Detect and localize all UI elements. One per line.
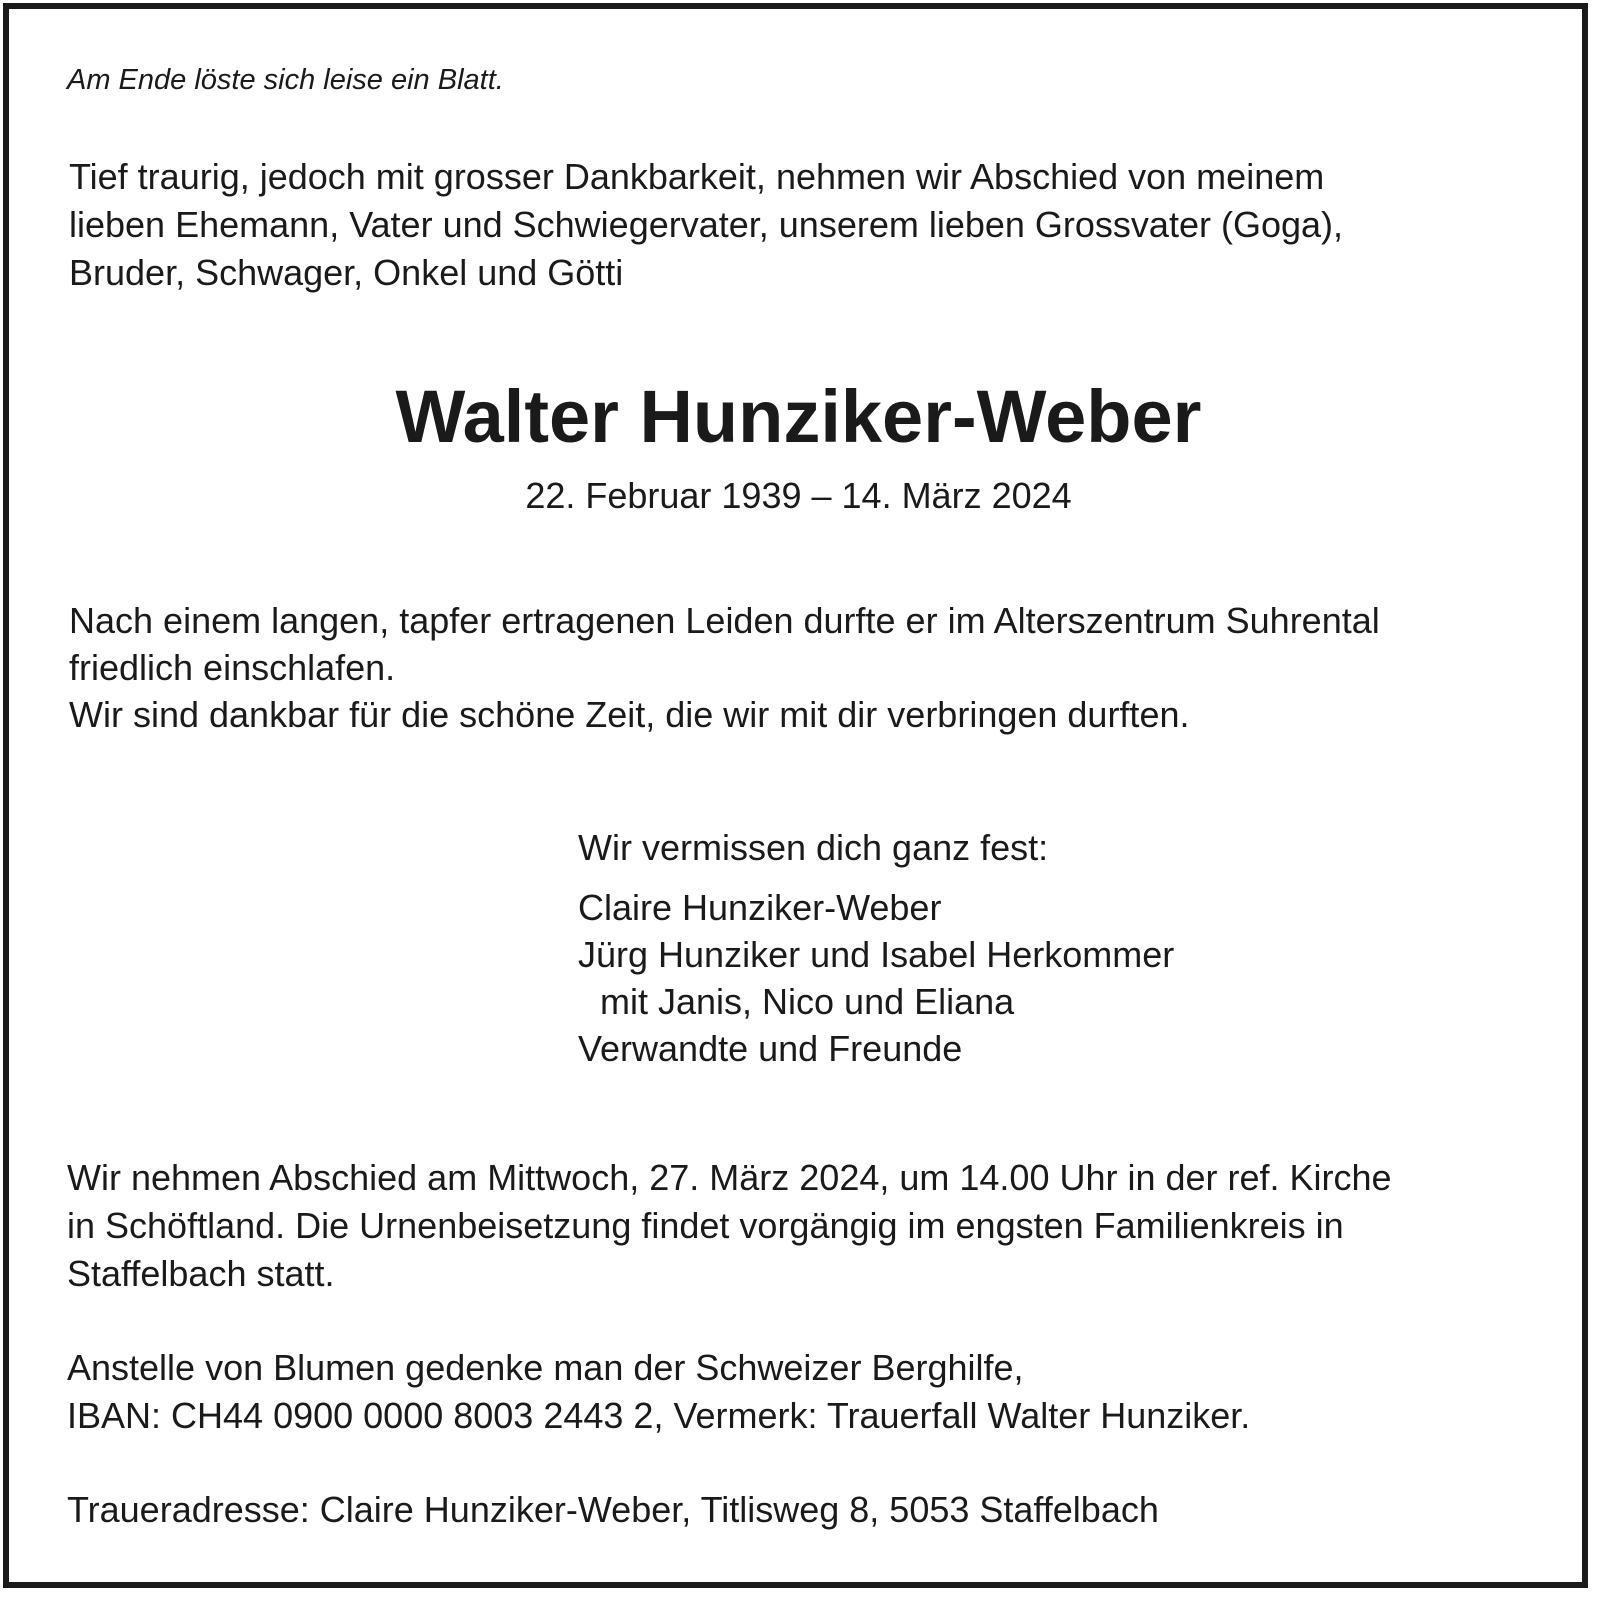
motto: Am Ende löste sich leise ein Blatt. [67,64,504,96]
passing-line: friedlich einschlafen. [69,647,396,688]
service-line: Wir nehmen Abschied am Mittwoch, 27. März 2024, um 14.00 Uhr in der ref. Kirche [67,1157,1392,1198]
deceased-name: Walter Hunziker-Weber [395,375,1202,458]
service-paragraph [67,1154,1392,1298]
service-line: Staffelbach statt. [67,1253,335,1294]
mourners-block [578,824,1174,1072]
mourner-name: Jürg Hunziker und Isabel Herkommer [578,934,1175,975]
intro-line: lieben Ehemann, Vater und Schwiegervater, unserem lieben Grossvater (Goga), [69,204,1344,245]
mourning-address: Traueradresse: Claire Hunziker-Weber, Titlisweg 8, 5053 Staffelbach [67,1489,1159,1530]
donation-line: Anstelle von Blumen gedenke man der Schweizer Berghilfe, [67,1347,1024,1388]
intro-paragraph [69,153,1539,297]
life-dates: 22. Februar 1939 – 14. März 2024 [525,475,1072,516]
mourner-name: mit Janis, Nico und Eliana [600,981,1015,1022]
mourner-name: Claire Hunziker-Weber [578,887,942,928]
intro-line: Bruder, Schwager, Onkel und Götti [69,252,624,293]
passing-paragraph [69,597,1380,738]
mourner-name: Verwandte und Freunde [578,1028,963,1069]
passing-line: Wir sind dankbar für die schöne Zeit, die wir mit dir verbringen durften. [69,694,1190,735]
mourners-heading: Wir vermissen dich ganz fest: [578,827,1049,868]
donation-paragraph [67,1344,1250,1440]
passing-line: Nach einem langen, tapfer ertragenen Leiden durfte er im Alterszentrum Suhrental [69,600,1380,641]
intro-line: Tief traurig, jedoch mit grosser Dankbarkeit, nehmen wir Abschied von meinem [69,156,1325,197]
service-line: in Schöftland. Die Urnenbeisetzung findet vorgängig im engsten Familienkreis in [67,1205,1344,1246]
donation-line: IBAN: CH44 0900 0000 8003 2443 2, Vermerk: Trauerfall Walter Hunziker. [67,1395,1251,1436]
